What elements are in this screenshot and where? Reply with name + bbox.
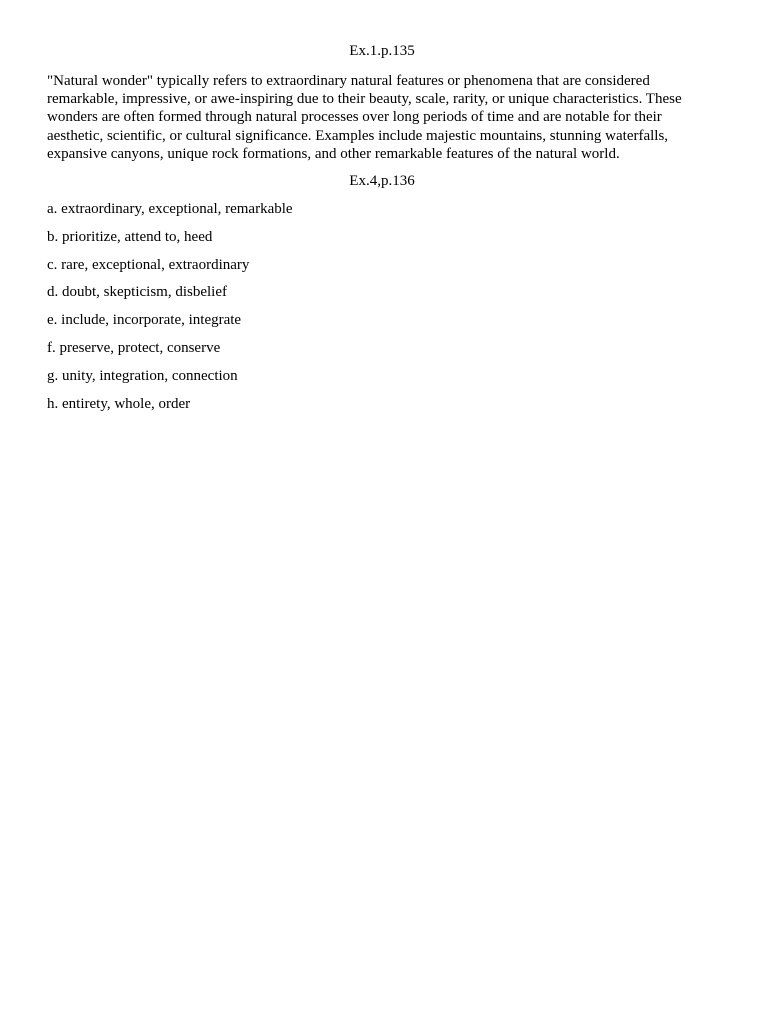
answer-item-h: h. entirety, whole, order bbox=[47, 395, 191, 412]
exercise-1-heading: Ex.1.p.135 bbox=[349, 43, 415, 59]
answer-item-c: c. rare, exceptional, extraordinary bbox=[47, 256, 250, 273]
exercise-4-answer-list bbox=[47, 200, 717, 422]
answer-item-e: e. include, incorporate, integrate bbox=[47, 312, 242, 329]
answer-item-g: g. unity, integration, connection bbox=[47, 367, 238, 384]
answer-item-f: f. preserve, protect, conserve bbox=[47, 340, 221, 356]
exercise-4-heading: Ex.4,p.136 bbox=[349, 173, 415, 190]
answer-item-d: d. doubt, skepticism, disbelief bbox=[47, 284, 227, 301]
answer-item-b: b. prioritize, attend to, heed bbox=[47, 228, 213, 245]
answer-item-a: a. extraordinary, exceptional, remarkable bbox=[47, 201, 293, 218]
natural-wonder-paragraph: "Natural wonder" typically refers to extraordinary natural features or phenomena that are considered remarkable, impressive, or awe-inspiring due to their beauty, scale, rarity, or unique characteristics. These wonders are often formed through natural processes over long periods of time and are notable for their aesthetic, scientific, or cultural significance. Examples include majestic mountains, stunning waterfalls, expansive canyons, unique rock formations, and other remarkable features of the natural world. bbox=[47, 73, 682, 162]
document-page bbox=[47, 42, 717, 422]
